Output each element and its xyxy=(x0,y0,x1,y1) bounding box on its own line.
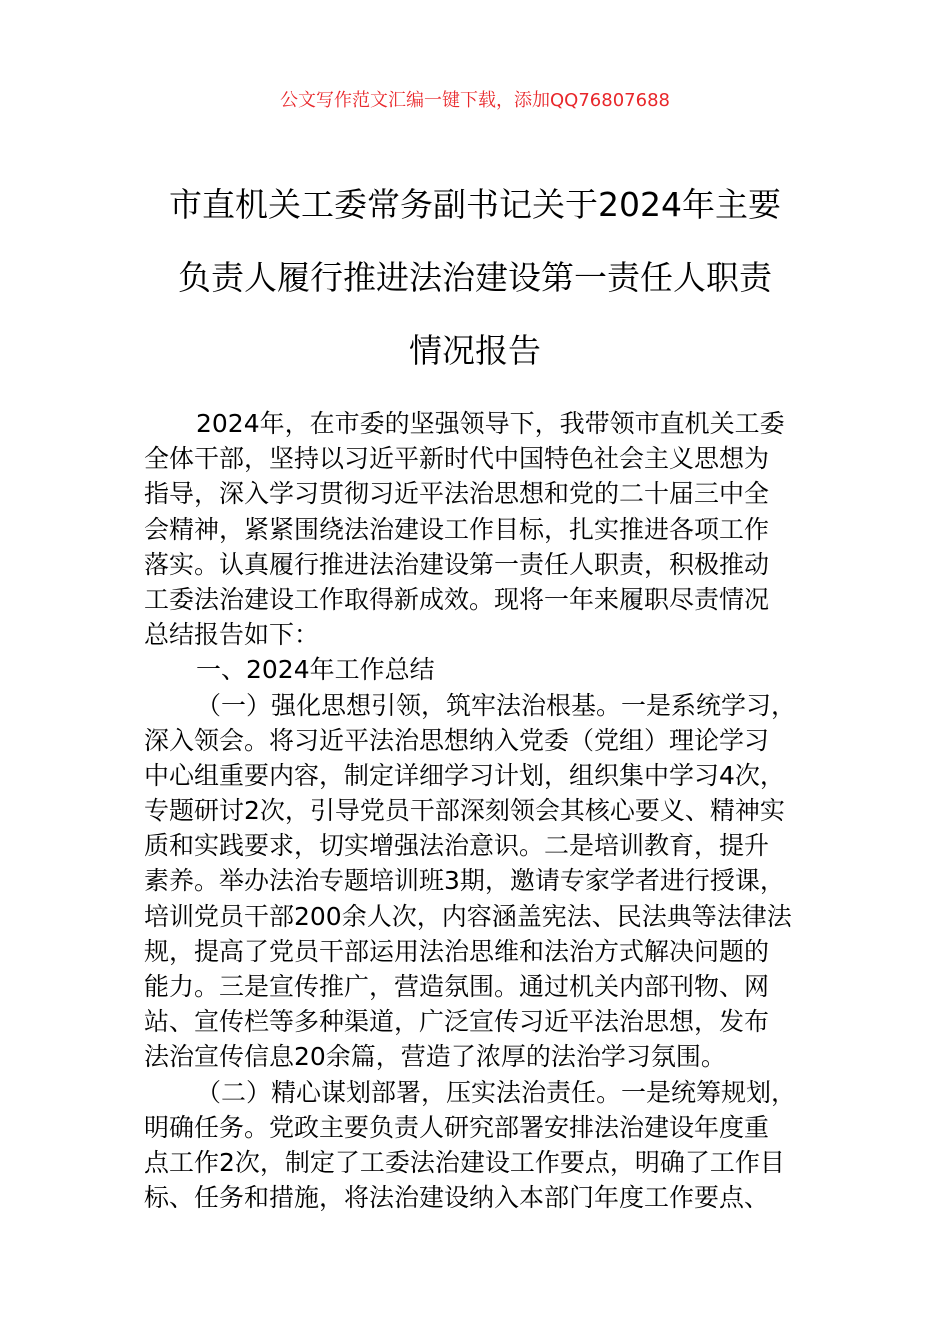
title-line-1: 市直机关工委常务副书记关于2024年主要 xyxy=(169,185,781,224)
body-line: 质和实践要求，切实增强法治意识。二是培训教育，提升 xyxy=(144,831,770,861)
body-line: 深入领会。将习近平法治思想纳入党委（党组）理论学习 xyxy=(144,725,770,755)
body-line: 会精神，紧紧围绕法治建设工作目标，扎实推进各项工作 xyxy=(144,514,770,544)
body-line: 2024年，在市委的坚强领导下，我带领市直机关工委 xyxy=(196,409,785,438)
body-line: 明确任务。党政主要负责人研究部署安排法治建设年度重 xyxy=(144,1112,770,1142)
document-body xyxy=(144,406,834,1215)
body-line: 专题研讨2次，引导党员干部深刻领会其核心要义、精神实 xyxy=(144,796,785,826)
title-line-3: 情况报告 xyxy=(409,331,541,370)
body-line: 工委法治建设工作取得新成效。现将一年来履职尽责情况 xyxy=(144,584,770,614)
body-line: 站、宣传栏等多种渠道，广泛宣传习近平法治思想，发布 xyxy=(144,1007,770,1037)
body-line: 落实。认真履行推进法治建设第一责任人职责，积极推动 xyxy=(144,549,770,579)
body-line: 培训党员干部200余人次，内容涵盖宪法、民法典等法律法 xyxy=(144,901,792,931)
body-line: 标、任务和措施，将法治建设纳入本部门年度工作要点、 xyxy=(144,1183,770,1213)
body-line: 规，提高了党员干部运用法治思维和法治方式解决问题的 xyxy=(144,936,770,966)
subsection-heading-line: （二）精心谋划部署，压实法治责任。一是统筹规划， xyxy=(196,1077,797,1107)
watermark-banner: 公文写作范文汇编一键下载，添加QQ76807688 xyxy=(280,90,670,111)
body-line: 指导，深入学习贯彻习近平法治思想和党的二十届三中全 xyxy=(144,479,770,509)
subsection-heading-line: （一）强化思想引领，筑牢法治根基。一是系统学习， xyxy=(196,690,797,720)
body-line: 法治宣传信息20余篇，营造了浓厚的法治学习氛围。 xyxy=(144,1042,726,1072)
body-line: 全体干部，坚持以习近平新时代中国特色社会主义思想为 xyxy=(144,444,770,474)
body-line: 总结报告如下： xyxy=(144,620,320,650)
body-line: 能力。三是宣传推广，营造氛围。通过机关内部刊物、网 xyxy=(144,972,770,1001)
section-heading: 一、2024年工作总结 xyxy=(196,655,435,685)
body-line: 素养。举办法治专题培训班3期，邀请专家学者进行授课， xyxy=(144,866,785,896)
body-line: 点工作2次，制定了工委法治建设工作要点，明确了工作目 xyxy=(144,1147,785,1177)
document-title xyxy=(120,168,830,387)
body-line: 中心组重要内容，制定详细学习计划，组织集中学习4次， xyxy=(144,760,785,790)
title-line-2: 负责人履行推进法治建设第一责任人职责 xyxy=(178,258,772,297)
